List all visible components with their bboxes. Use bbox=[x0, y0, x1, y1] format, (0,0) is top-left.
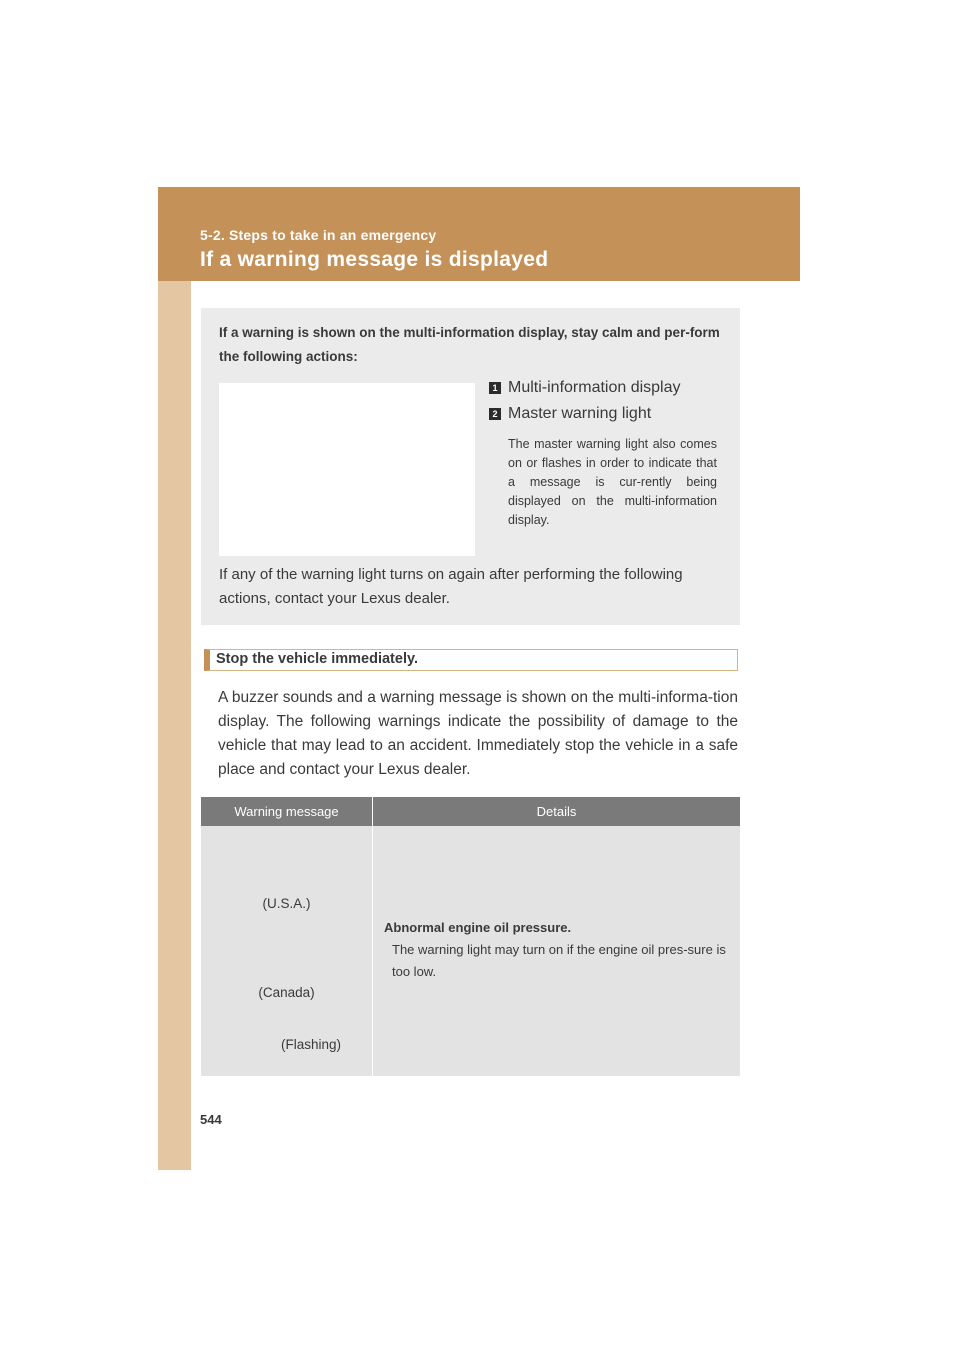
detail-description: The warning light may turn on if the engine oil pres-sure is too low. bbox=[392, 942, 726, 979]
legend-note: The master warning light also comes on or flashes in order to indicate that a message is cur-rently being displayed on the multi-information display. bbox=[508, 437, 717, 527]
number-2-icon: 2 bbox=[489, 408, 501, 420]
region-canada-label: (Canada) bbox=[258, 985, 315, 1000]
legend-item-2 bbox=[489, 405, 651, 423]
figure-image bbox=[219, 383, 475, 556]
column-divider bbox=[372, 797, 373, 1076]
side-band bbox=[158, 187, 191, 1170]
flashing-label: (Flashing) bbox=[280, 1037, 342, 1052]
legend-label: Master warning light bbox=[508, 405, 652, 422]
page-title: If a warning message is displayed bbox=[200, 248, 549, 271]
page-number: 544 bbox=[200, 1112, 222, 1127]
step-heading-text: Stop the vehicle immediately. bbox=[216, 651, 418, 667]
section-label: 5-2. Steps to take in an emergency bbox=[200, 227, 437, 243]
region-us-label: (U.S.A.) bbox=[262, 896, 311, 911]
number-1-icon: 1 bbox=[489, 382, 501, 394]
step-body: A buzzer sounds and a warning message is shown on the multi-informa-tion display. The following warnings indicate the possibility of damage to the vehicle that may lead to an accident. Immediately stop the vehicle in a safe place and contact your Lexus dealer. bbox=[218, 689, 738, 778]
detail-title: Abnormal engine oil pressure. bbox=[384, 920, 572, 935]
legend-label: Multi-information display bbox=[508, 379, 681, 396]
table-header-row bbox=[201, 797, 740, 826]
column-header-warning-message: Warning message bbox=[234, 804, 339, 819]
after-text: If any of the warning light turns on again after performing the following actions, contact your Lexus dealer. bbox=[219, 566, 683, 607]
step-heading bbox=[204, 649, 738, 671]
legend-item-1 bbox=[489, 379, 681, 397]
column-header-details: Details bbox=[536, 804, 577, 819]
intro-text: If a warning is shown on the multi-information display, stay calm and per-form the following actions: bbox=[219, 325, 720, 364]
warning-table bbox=[201, 797, 740, 1076]
